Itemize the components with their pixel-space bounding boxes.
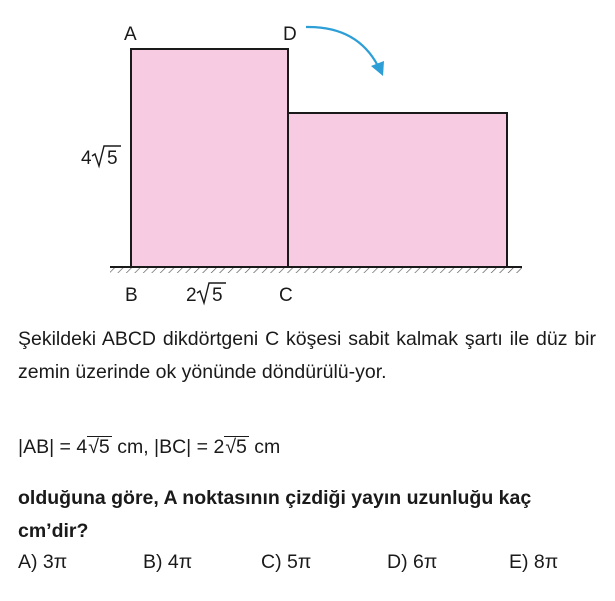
choice-b[interactable]: B) 4π: [143, 551, 193, 573]
given-lengths: [18, 431, 596, 464]
width-label: [186, 283, 226, 306]
width-coef: 2: [186, 285, 197, 306]
given-ab-unit: cm, |BC| = 2: [111, 436, 225, 458]
given-ab-radicand: √5: [88, 436, 110, 458]
given-bc-radicand: √5: [225, 436, 247, 458]
height-label: [81, 146, 121, 169]
rectangle-abcd: [131, 49, 288, 267]
vertex-a-label: A: [124, 24, 137, 45]
width-radicand: 5: [212, 285, 223, 306]
rotation-arrow: [306, 27, 378, 66]
rotated-rectangle: [288, 113, 507, 267]
problem-statement: Şekildeki ABCD dikdörtgeni C köşesi sabit kalmak şartı ile düz bir zemin üzerinde ok yönünde döndürülü-yor.: [18, 328, 596, 383]
choice-e[interactable]: E) 8π: [509, 551, 559, 573]
choice-a[interactable]: A) 3π: [18, 551, 68, 573]
height-radicand: 5: [107, 148, 118, 169]
choice-d[interactable]: D) 6π: [387, 551, 438, 573]
height-coef: 4: [81, 148, 92, 169]
vertex-c-label: C: [279, 285, 293, 306]
choice-c[interactable]: C) 5π: [261, 551, 312, 573]
given-ab-prefix: |AB| = 4: [18, 436, 88, 458]
vertex-b-label: B: [125, 285, 138, 306]
given-bc-unit: cm: [248, 436, 281, 458]
answer-choices: [18, 551, 596, 581]
question-text: olduğuna göre, A noktasının çizdiği yayın uzunluğu kaç cm’dir?: [18, 487, 532, 542]
vertex-d-label: D: [283, 24, 297, 45]
